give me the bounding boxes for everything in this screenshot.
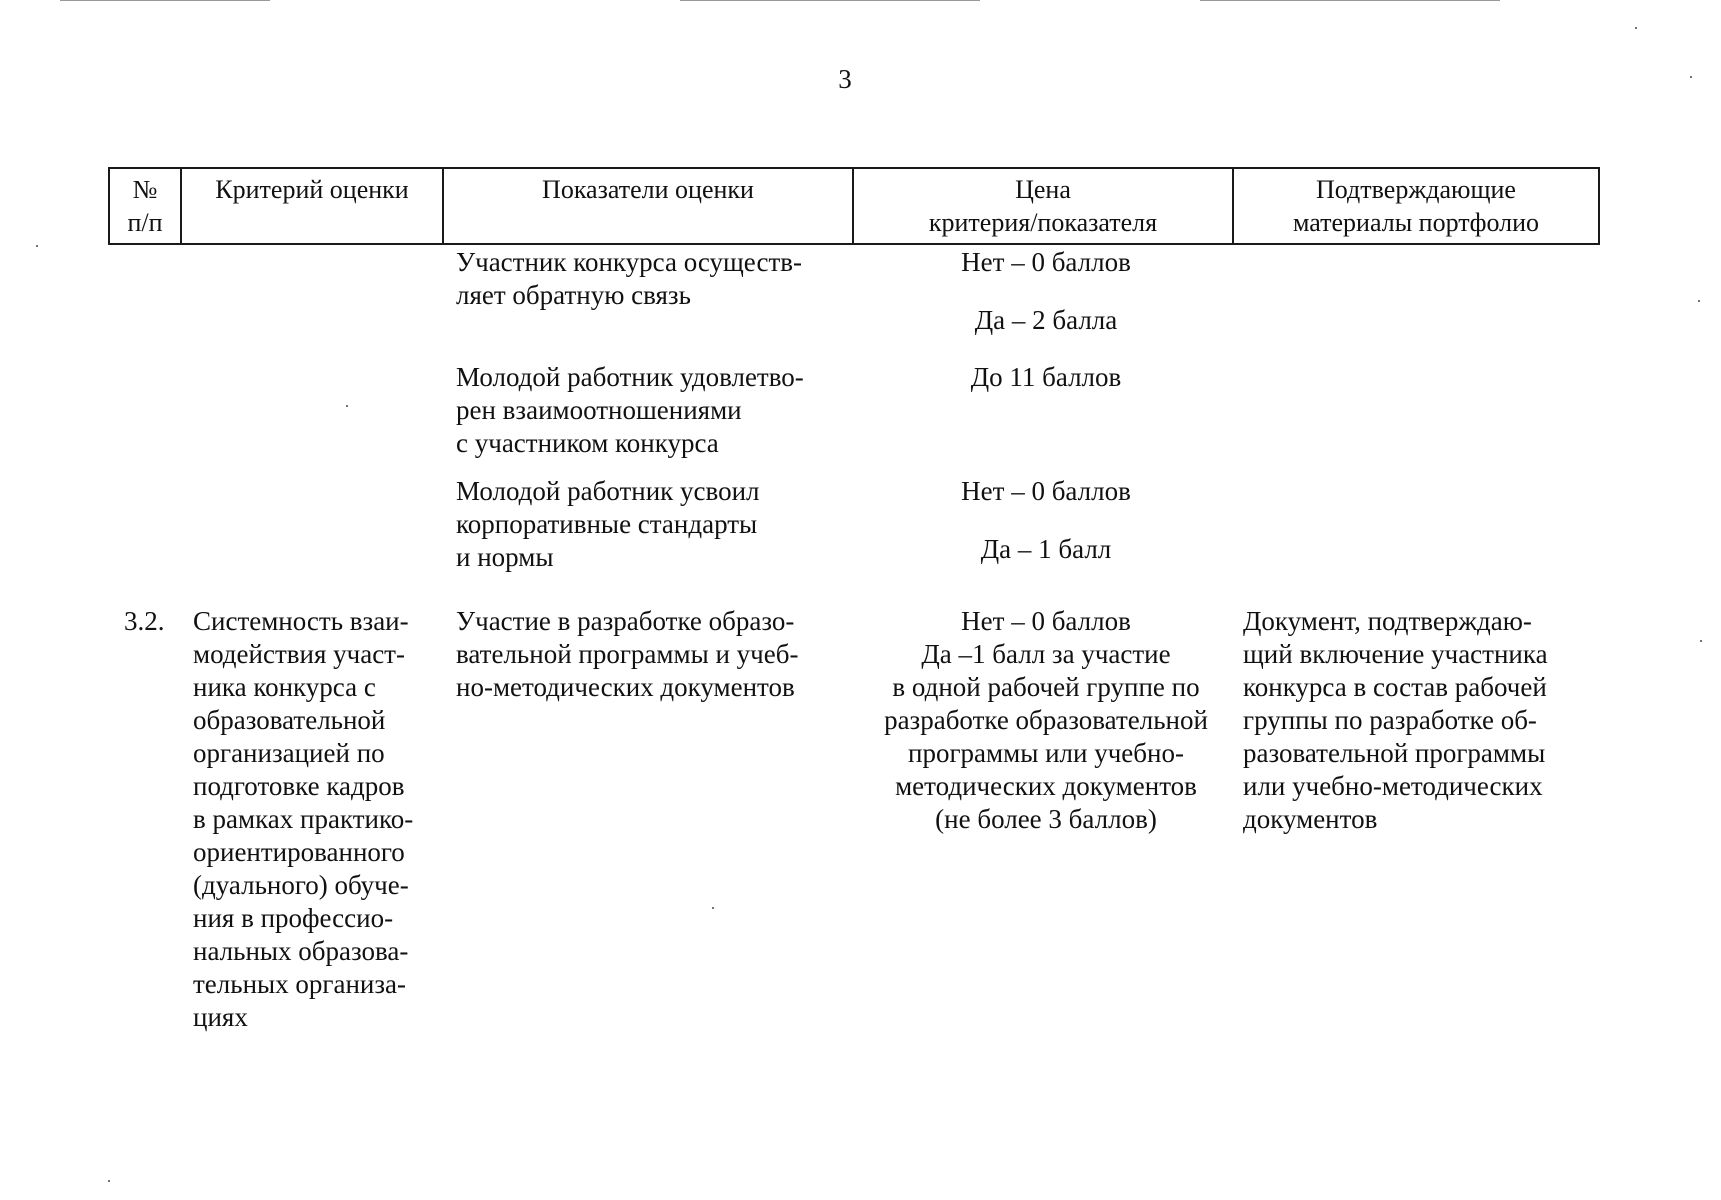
row2-indicator: Молодой работник удовлетво- рен взаимоотношениями с участником конкурса (456, 362, 804, 458)
header-number: № п/п (109, 168, 181, 244)
row2-price: До 11 баллов (970, 362, 1122, 392)
scan-edge-mark (1200, 0, 1500, 1)
header-row (109, 168, 1599, 244)
scan-speck (108, 1180, 110, 1182)
header-price: Цена критерия/показателя (853, 168, 1233, 244)
page-number: 3 (838, 64, 852, 94)
row4-price: Нет – 0 баллов Да –1 балл за участие в одной рабочей группе по разработке образовательной программы или учебно- методических документов (не более 3 баллов) (884, 606, 1208, 834)
row1-price-yes: Да – 2 балла (974, 305, 1118, 335)
header-criterion: Критерий оценки (181, 168, 443, 244)
scan-speck (36, 245, 38, 247)
row1-indicator: Участник конкурса осуществ- ляет обратную связь (456, 247, 802, 310)
table-header (108, 167, 1600, 245)
scan-edge-mark (60, 0, 270, 1)
row4-indicator: Участие в разработке образо- вательной программы и учеб- но-методических документов (456, 606, 799, 702)
row4-criterion: Системность взаи- модействия участ- ника конкурса с образовательной организацией по подготовке кадров в рамках практико- ориентированного (дуального) обуче- ния в профессио- нальных образова- тельных организа- циях (193, 606, 414, 1032)
scan-speck (1690, 76, 1692, 78)
scan-speck (1700, 640, 1702, 642)
row3-price-yes: Да – 1 балл (980, 534, 1112, 564)
row3-price-no: Нет – 0 баллов (961, 476, 1131, 506)
row4-materials: Документ, подтверждаю- щий включение участника конкурса в состав рабочей группы по разработке об- разовательной программы или учебно-методических документов (1243, 606, 1548, 834)
row3-indicator: Молодой работник усвоил корпоративные стандарты и нормы (456, 476, 760, 572)
scan-speck (1635, 27, 1637, 29)
scan-edge-mark (680, 0, 980, 1)
row1-price-no: Нет – 0 баллов (961, 247, 1131, 277)
header-indicators: Показатели оценки (443, 168, 853, 244)
header-materials: Подтверждающие материалы портфолио (1233, 168, 1599, 244)
row4-number: 3.2. (124, 606, 165, 636)
scan-speck (346, 405, 348, 407)
scan-speck (1698, 300, 1700, 302)
scan-speck (712, 907, 714, 909)
